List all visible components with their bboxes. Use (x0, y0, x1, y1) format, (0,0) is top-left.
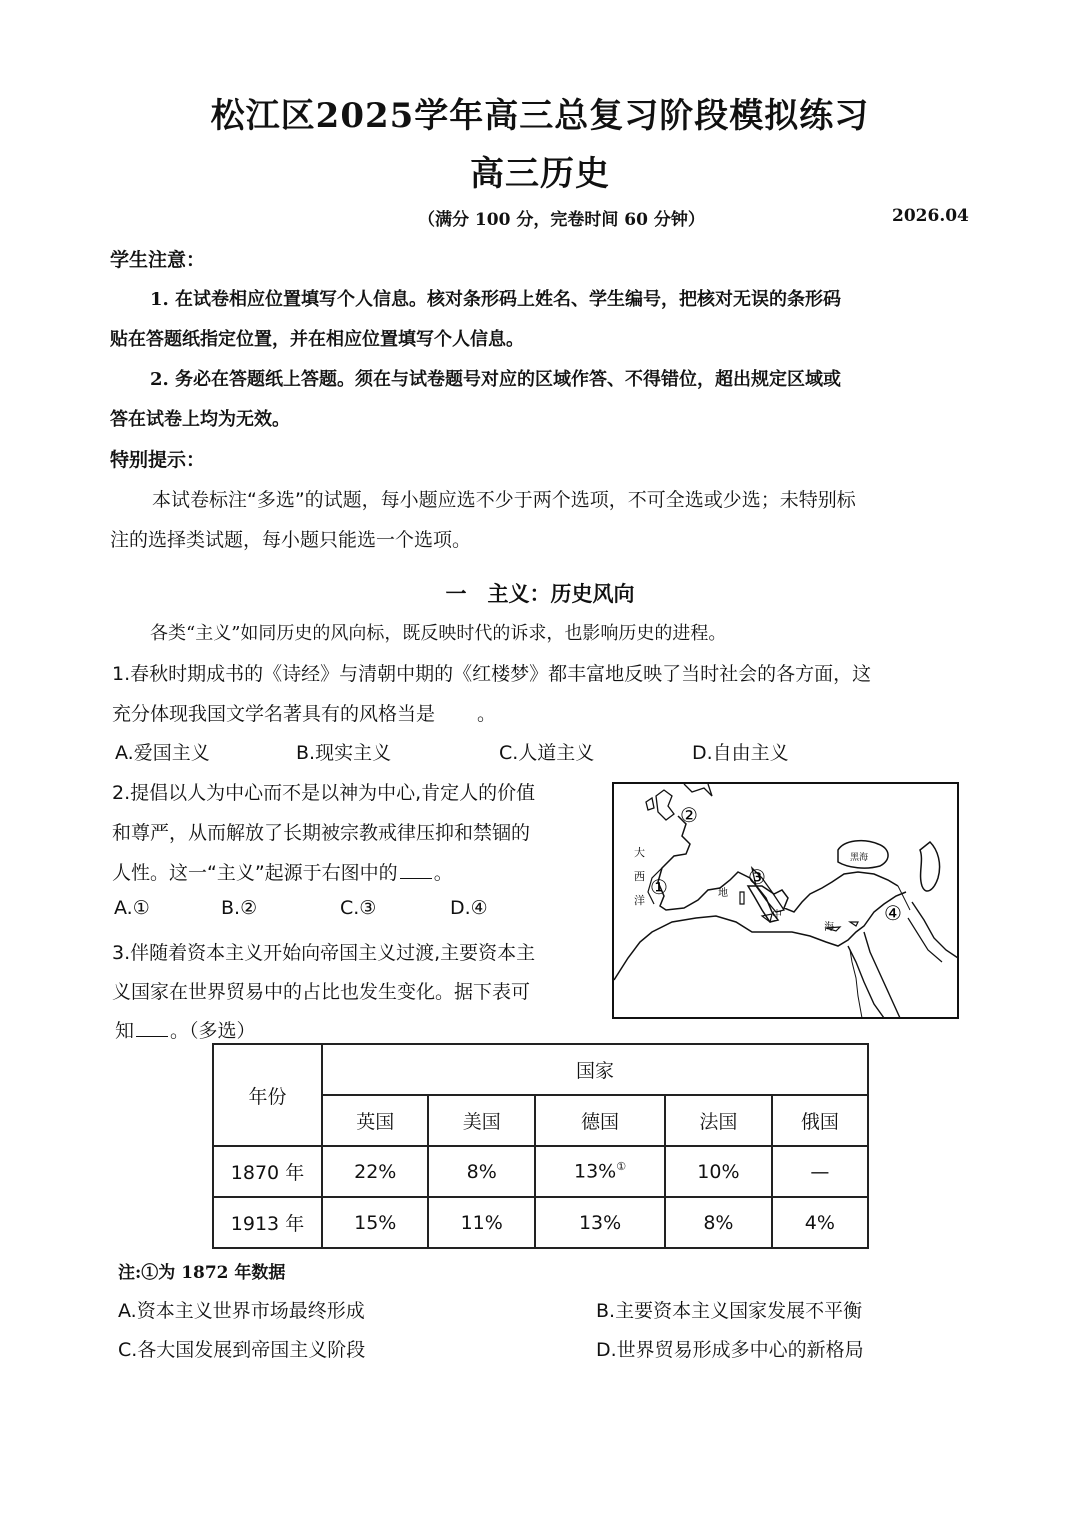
table-note-mark: ① (616, 1160, 627, 1174)
mediterranean-map (612, 782, 959, 1019)
table-cell: 11% (428, 1197, 534, 1248)
label-black-sea: 黑海 (850, 853, 869, 863)
q1-line1: 1.春秋时期成书的《诗经》与清朝中期的《红楼梦》都丰富地反映了当时社会的各方面，这 (112, 663, 872, 685)
q1-option-c[interactable]: C.人道主义 (499, 742, 595, 764)
label-atlantic-3: 洋 (634, 894, 645, 907)
q2-stem-end: 人性。这一“主义”起源于右图中的 (112, 862, 398, 884)
table-cell: 8% (428, 1146, 534, 1197)
table-col-country: 德国 (535, 1095, 665, 1146)
q2-line3 (112, 858, 453, 885)
special-line2: 注的选择类试题，每小题只能选一个选项。 (110, 529, 472, 551)
table-cell: 10% (665, 1146, 771, 1197)
q2-line2: 和尊严，从而解放了长期被宗教戒律压抑和禁锢的 (112, 822, 531, 844)
table-col-country: 英国 (322, 1095, 428, 1146)
table-col-country: 美国 (428, 1095, 534, 1146)
trade-share-table (212, 1043, 869, 1249)
q3-stem-end: 知 (115, 1020, 135, 1042)
q1-line2 (112, 699, 496, 726)
q3-multi-tag: 。（多选） (170, 1020, 256, 1042)
q2-option-b[interactable]: B.② (221, 897, 258, 919)
q2-option-c[interactable]: C.③ (340, 897, 377, 919)
q1-option-d[interactable]: D.自由主义 (692, 742, 789, 764)
table-header-year: 年份 (213, 1044, 322, 1146)
label-sea-1: 地 (718, 888, 728, 899)
table-cell: 15% (322, 1197, 428, 1248)
q1-stem-end: 充分体现我国文学名著具有的风格当是 (112, 703, 436, 725)
q1-option-a[interactable]: A.爱国主义 (115, 742, 210, 764)
notice-item2-line1: 2. 务必在答题纸上答题。须在与试卷题号对应的区域作答、不得错位，超出规定区域或 (150, 369, 842, 390)
table-row (213, 1197, 868, 1248)
section-title: 一 主义：历史风向 (445, 582, 635, 606)
special-line1: 本试卷标注“多选”的试题，每小题应选不少于两个选项，不可全选或少选；未特别标 (152, 489, 856, 511)
label-atlantic-1: 大 (634, 846, 645, 859)
label-sea-2: 中 (772, 910, 782, 921)
q2-option-d[interactable]: D.④ (450, 897, 488, 919)
exam-date: 2026.04 (892, 206, 969, 226)
section-intro: 各类“主义”如同历史的风向标，既反映时代的诉求，也影响历史的进程。 (150, 623, 727, 644)
q2-period: 。 (433, 862, 453, 884)
table-header-country: 国家 (322, 1044, 868, 1095)
marker-3: ③ (748, 865, 766, 889)
table-row (213, 1146, 868, 1197)
q3-line1: 3.伴随着资本主义开始向帝国主义过渡,主要资本主 (112, 942, 536, 964)
q3-option-b[interactable]: B.主要资本主义国家发展不平衡 (596, 1300, 863, 1322)
q2-option-a[interactable]: A.① (114, 897, 150, 919)
table-cell: 22% (322, 1146, 428, 1197)
marker-2: ② (680, 803, 698, 827)
subject-title: 高三历史 (470, 154, 610, 194)
table-col-country: 法国 (665, 1095, 771, 1146)
notice-heading: 学生注意： (110, 249, 206, 271)
exam-info: （满分 100 分，完卷时间 60 分钟） (418, 210, 705, 230)
q1-option-b[interactable]: B.现实主义 (296, 742, 392, 764)
marker-1: ① (650, 875, 668, 899)
exam-title: 松江区2025学年高三总复习阶段模拟练习 (210, 96, 870, 136)
q1-period: 。 (477, 703, 497, 725)
table-cell: 4% (772, 1197, 868, 1248)
label-atlantic-2: 西 (634, 870, 645, 883)
notice-item1-line2: 贴在答题纸指定位置，并在相应位置填写个人信息。 (110, 329, 524, 350)
table-col-country: 俄国 (772, 1095, 868, 1146)
special-heading: 特别提示： (110, 449, 206, 471)
table-cell-year: 1913 年 (213, 1197, 322, 1248)
table-cell: — (772, 1146, 868, 1197)
q2-line1: 2.提倡以人为中心而不是以神为中心,肯定人的价值 (112, 782, 536, 804)
q3-line2: 义国家在世界贸易中的占比也发生变化。据下表可 (112, 981, 531, 1003)
marker-4: ④ (884, 901, 902, 925)
table-cell: 8% (665, 1197, 771, 1248)
notice-item1-line1: 1. 在试卷相应位置填写个人信息。核对条形码上姓名、学生编号，把核对无误的条形码 (150, 289, 842, 310)
q3-option-a[interactable]: A.资本主义世界市场最终形成 (118, 1300, 365, 1322)
q3-option-d[interactable]: D.世界贸易形成多中心的新格局 (596, 1339, 864, 1361)
table-cell: 13% (535, 1197, 665, 1248)
q3-line3 (115, 1016, 256, 1043)
table-cell-value: 13% (574, 1160, 617, 1183)
table-cell (535, 1146, 665, 1197)
label-sea-3: 海 (824, 922, 834, 933)
table-note: 注:①为 1872 年数据 (118, 1263, 286, 1283)
q3-option-c[interactable]: C.各大国发展到帝国主义阶段 (118, 1339, 366, 1361)
table-cell-year: 1870 年 (213, 1146, 322, 1197)
notice-item2-line2: 答在试卷上均为无效。 (110, 409, 290, 430)
